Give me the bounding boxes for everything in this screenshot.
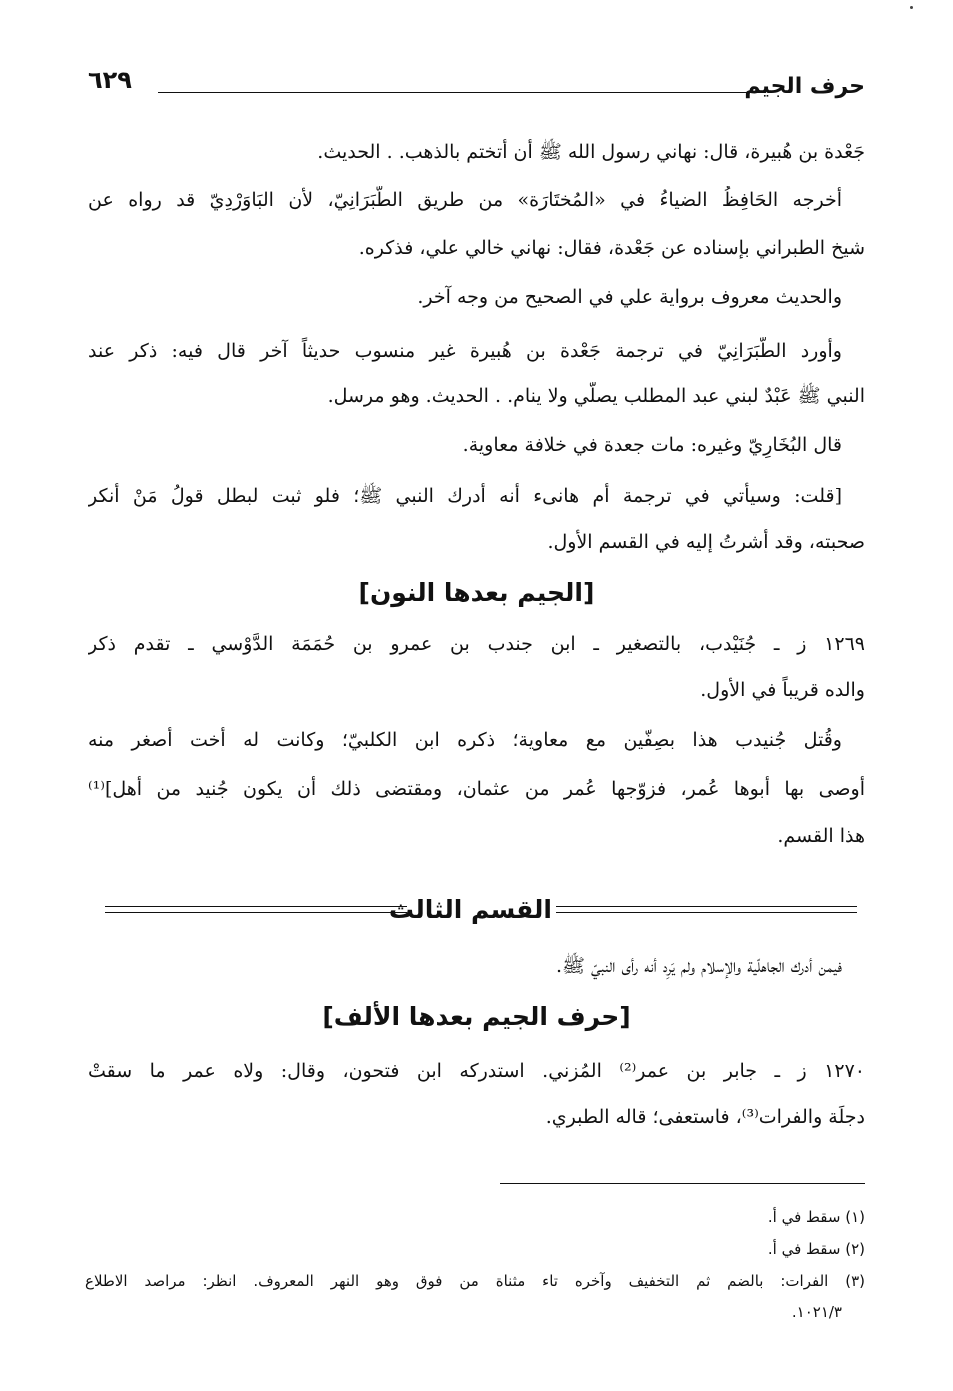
footnote-3-continued: ١٠٢١/٣. [791, 1303, 842, 1321]
text-line: وأورد الطَّبَرَانِيّ في ترجمة جَعْدة بن هُبيرة غير منسوب حديثاً آخر قال فيه: ذكر عند [88, 340, 842, 362]
text-line: شيخ الطبراني بإسناده عن جَعْدة، فقال: نهاني خالي علي، فذكره. [358, 237, 865, 259]
footnote-rule [500, 1183, 865, 1184]
entry-1270-line: ١٢٧٠ ز ـ جابر بن عمر⁽²⁾ المُزني. استدركه ابن فتحون، وقال: ولاه عمر ما سقتْ [88, 1060, 865, 1082]
text-line: [قلت: وسيأتي في ترجمة أم هانىء أنه أدرك النبي ﷺ؛ فلو ثبت لبطل قولُ مَنْ أنكر [88, 485, 842, 507]
text-line: قال البُخَارِيّ وغيره: مات جعدة في خلافة معاوية. [462, 434, 842, 456]
entry-1269-line: والده قريباً في الأول. [700, 679, 865, 701]
entry-1269-line: ١٢٦٩ ز ـ جُنَيْدب، بالتصغير ـ ابن جندب بن عمرو بن حُمَمَة الدَّوْسي ـ تقدم ذكر [88, 633, 865, 655]
section-subtitle: فيمن أدرك الجاهلّية والإسلام ولم يَرِد أنه رأى النبيّ ﷺ. [555, 955, 842, 977]
section-heading-jim-nun: [الجيم بعدها النون] [358, 578, 595, 607]
footnote-1: (١) سقط في أ. [767, 1208, 865, 1226]
entry-1269-line: هذا القسم. [777, 825, 865, 847]
entry-1270-line: دجلَة والفرات⁽³⁾، فاستعفى؛ قاله الطبري. [545, 1106, 865, 1128]
entry-1269-line: أوصى بها أبوها عُمر، فزوّجها عُمر من عثمان، ومقتضى ذلك أن يكون جُنيد من أهل]⁽¹⁾ [88, 778, 865, 800]
running-header-title: حرف الجيم [744, 74, 865, 99]
section-heading-jim-alif: [حرف الجيم بعدها الألف] [322, 1002, 631, 1031]
scan-speck [910, 6, 913, 9]
text-line: صحبته، وقد أشرتُ إليه في القسم الأول. [547, 531, 865, 553]
text-line: والحديث معروف برواية علي في الصحيح من وجه آخر. [417, 286, 842, 308]
page-number: ٦٢٩ [88, 66, 132, 94]
footnote-2: (٢) سقط في أ. [767, 1240, 865, 1258]
footnote-3: (٣) الفرات: بالضم ثم التخفيف وآخره تاء مثناة من فوق وهو النهر المعروف. انظر: مراصد الاطلاع [85, 1272, 865, 1290]
section-title: القسم الثالث [388, 895, 552, 924]
section-rule-right [556, 906, 857, 913]
text-line: جَعْدة بن هُبيرة، قال: نهاني رسول الله ﷺ أن أتختم بالذهب. . الحديث. [317, 141, 865, 163]
entry-1269-line: وقُتل جُنيدب هذا بصِفّين مع معاوية؛ ذكره ابن الكلبيّ؛ وكانت له أخت أصغر منه [88, 729, 842, 751]
text-line: أخرجه الحَافِظُ الضياءُ في «المُختَارَة» من طريق الطَّبَرَانِيّ، لأن البَاوَرْدِيّ قد رواه عن [88, 189, 842, 211]
section-rule-left [105, 906, 407, 913]
header-rule [158, 92, 766, 93]
text-line: النبي ﷺ عَبْدٌ لبني عبد المطلب يصلّي ولا ينام. . الحديث. وهو مرسل. [327, 385, 865, 407]
